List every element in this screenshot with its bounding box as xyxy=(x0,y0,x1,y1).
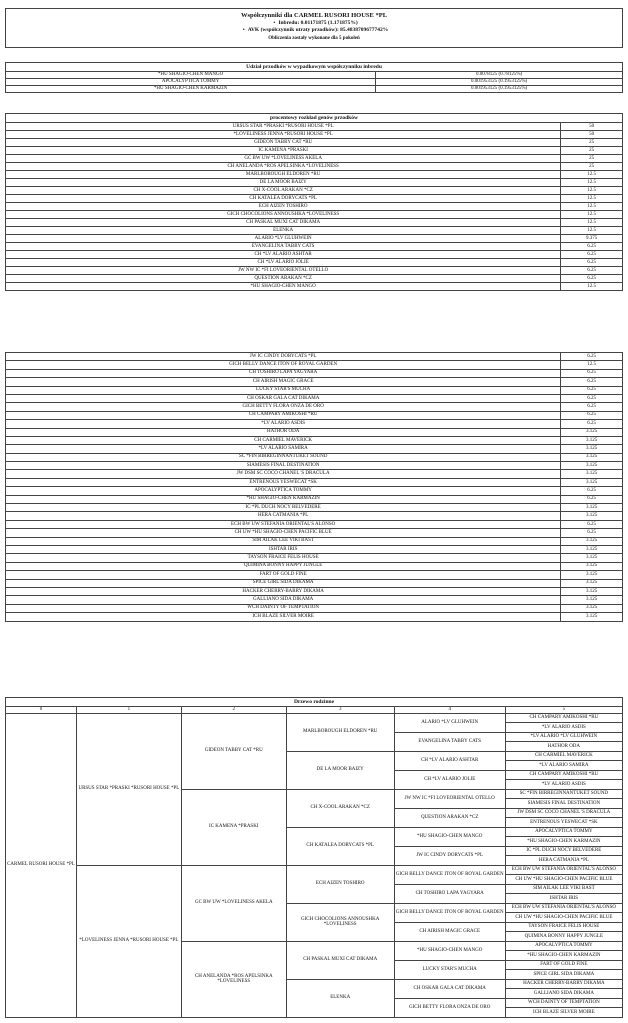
ancestor-name: SIAMESIS FINAL DESTINATION xyxy=(6,462,561,470)
gene-row xyxy=(6,562,623,570)
tree-ancestor-g4: LUCKY STAR'S MUCHA xyxy=(394,960,505,979)
genes-table-1 xyxy=(5,113,623,291)
tree-ancestor-g5: HERA CATMANIA *PL xyxy=(505,856,622,866)
ancestor-name: CH KATALEA DORYCATS *PL xyxy=(6,195,561,203)
gene-row xyxy=(6,369,623,377)
gene-row xyxy=(6,251,623,259)
tree-ancestor-g4: JW NW IC *FI LOVEORIENTAL OTELLO xyxy=(394,789,505,808)
tree-ancestor-g5: CH CARMIEL MAVERICK xyxy=(505,751,622,761)
tree-row xyxy=(6,713,623,723)
gene-row xyxy=(6,378,623,386)
gene-percent: 3.125 xyxy=(561,545,623,553)
ancestor-name: SC *FIN BIRREGINNANTUKET SOUND xyxy=(6,453,561,461)
ancestor-name: GICH BETTY FLORA ONZA DE ORO xyxy=(6,403,561,411)
genes-section-2 xyxy=(5,352,623,622)
gene-percent: 12.5 xyxy=(561,171,623,179)
tree-ancestor-g5: *LV ALARIO SAMIRA xyxy=(505,761,622,771)
inbreeding-value: Inbredu: 0.01171875 (1.171875%) xyxy=(278,20,358,26)
gene-percent: 3.125 xyxy=(561,462,623,470)
tree-ancestor-g5: HACKER CHERRY-BARRY DIKAMA xyxy=(505,979,622,989)
generation-column-header: 1 xyxy=(76,707,181,714)
gene-row xyxy=(6,219,623,227)
gene-percent: 3.125 xyxy=(561,428,623,436)
ancestor-name: GICH CHOCOLIONS ANNOUSHKA *LOVELINESS xyxy=(6,211,561,219)
ancestor-name: ELENKA xyxy=(6,227,561,235)
ancestor-name: HATHOR ODA xyxy=(6,428,561,436)
tree-ancestor-g5: JW DSM SC COCO CHANEL 'S DRACULA xyxy=(505,808,622,818)
generations-note: Obliczenia zostały wykonane dla 5 pokoleń xyxy=(268,36,360,41)
tree-ancestor-g4: ALARIO *LV GLUHWEIN xyxy=(394,713,505,732)
tree-ancestor-g5: ISHTAR IRIS xyxy=(505,894,622,904)
gene-percent: 3.125 xyxy=(561,579,623,587)
gene-percent: 3.125 xyxy=(561,596,623,604)
gene-percent: 3.125 xyxy=(561,453,623,461)
gene-row xyxy=(6,420,623,428)
gene-row xyxy=(6,235,623,243)
tree-ancestor-g4: CH *LV ALARIO JOLIE xyxy=(394,770,505,789)
gene-row xyxy=(6,361,623,369)
ancestor-name: IC *PL DUCH NOCY BELVEDERE xyxy=(6,504,561,512)
gene-row xyxy=(6,579,623,587)
ancestor-name: IC KAMENA *PRASKI xyxy=(6,147,561,155)
gene-row xyxy=(6,267,623,275)
tree-ancestor-g5: *HU SHAGIO-CHEN KARMAZIN xyxy=(505,951,622,961)
gene-row xyxy=(6,529,623,537)
ancestor-name: *LV ALARIO SAMIRA xyxy=(6,445,561,453)
gene-percent: 3.125 xyxy=(561,554,623,562)
ancestor-name: GC BW UW *LOVELINESS AKELA xyxy=(6,155,561,163)
tree-ancestor-g4: CH TOSHIRO LAPA YAGYARA xyxy=(394,884,505,903)
ancestor-name: CH *LV ALARIO JOLIE xyxy=(6,259,561,267)
gene-row xyxy=(6,195,623,203)
ancestor-name: QUIMINA BONNY HAPPY JUNGLE xyxy=(6,562,561,570)
gene-row xyxy=(6,587,623,595)
gene-percent: 6.25 xyxy=(561,420,623,428)
ancestor-name: JW DSM SC COCO CHANEL 'S DRACULA xyxy=(6,470,561,478)
tree-ancestor-g5: ICH BLAZE SILVER MOIRE xyxy=(505,1008,622,1018)
tree-ancestor-g5: FART OF GOLD FINE xyxy=(505,960,622,970)
ancestor-name: *HU SHAGIO-CHEN KARMAZIN xyxy=(6,495,561,503)
inbreeding-item xyxy=(6,19,622,27)
gene-percent: 6.25 xyxy=(561,259,623,267)
gene-row xyxy=(6,537,623,545)
ancestor-row xyxy=(6,72,623,79)
genes-table-title: procentowy rozkład genów przodków xyxy=(6,114,623,123)
gene-row xyxy=(6,613,623,621)
avk-item xyxy=(6,27,622,33)
ancestor-name: CH UW *HU SHAGIO-CHEN PACIFIC BLUE xyxy=(6,529,561,537)
gene-row xyxy=(6,283,623,291)
ancestor-name: CH OSKAR GALA CAT DIKAMA xyxy=(6,394,561,402)
gene-row xyxy=(6,445,623,453)
gene-row xyxy=(6,227,623,235)
gene-percent: 6.25 xyxy=(561,495,623,503)
gene-row xyxy=(6,179,623,187)
ancestor-name: *LOVELINESS JENNA *RUSORI HOUSE *PL xyxy=(6,131,561,139)
gene-percent: 3.125 xyxy=(561,537,623,545)
gene-row xyxy=(6,171,623,179)
gene-row xyxy=(6,203,623,211)
ancestor-name: CH TOSHIRO LAPA YAGYARA xyxy=(6,369,561,377)
gene-row xyxy=(6,545,623,553)
ancestor-name: *HU SHAGIO-CHEN MANGO xyxy=(6,283,561,291)
ancestor-name: ECH BW UW STEFANIA ORIENTAL'S ALONSO xyxy=(6,520,561,528)
tree-ancestor-g5: SIAMESIS FINAL DESTINATION xyxy=(505,799,622,809)
gene-percent: 12.5 xyxy=(561,361,623,369)
tree-ancestor-g5: *LV ALARIO ASDIS xyxy=(505,780,622,790)
tree-ancestor-g4: CH AIRISH MAGIC GRACE xyxy=(394,922,505,941)
ancestor-contribution: 0.001953125 (0.1953125%) xyxy=(376,79,623,86)
ancestor-name: ISHTAR IRIS xyxy=(6,545,561,553)
gene-row xyxy=(6,147,623,155)
gene-percent: 12.5 xyxy=(561,211,623,219)
ancestor-row xyxy=(6,86,623,93)
ancestor-name: CH AIRISH MAGIC GRACE xyxy=(6,378,561,386)
tree-ancestor-g5: *LV ALARIO ASDIS xyxy=(505,723,622,733)
ancestor-name: *HU SHAGIO-CHEN KARMAZIN xyxy=(6,86,376,93)
gene-percent: 6.25 xyxy=(561,378,623,386)
gene-percent: 6.25 xyxy=(561,369,623,377)
coefficients-header xyxy=(5,8,623,48)
gene-percent: 25 xyxy=(561,155,623,163)
ancestor-name: ALARIO *LV GLUHWEIN xyxy=(6,235,561,243)
ancestor-name: CH CARMIEL MAVERICK xyxy=(6,436,561,444)
tree-ancestor-g4: JW IC CINDY DORYCATS *PL xyxy=(394,846,505,865)
ancestor-name: HACKER CHERRY-BARRY DIKAMA xyxy=(6,587,561,595)
genes-table-2-body xyxy=(6,353,623,622)
avk-value: AVK (współczynnik utraty przodków): 85.4838709677742% xyxy=(247,27,389,33)
gene-row xyxy=(6,504,623,512)
generation-column-header: 2 xyxy=(181,707,286,714)
ancestor-name: CH X-COOL ARAKAN *CZ xyxy=(6,187,561,195)
gene-percent: 50 xyxy=(561,123,623,131)
gene-percent: 12.5 xyxy=(561,203,623,211)
ancestor-name: WCH DAINTY OF TEMPTATION xyxy=(6,604,561,612)
family-tree-table xyxy=(5,697,623,1018)
ancestor-name: QUESTION ARAKAN *CZ xyxy=(6,275,561,283)
gene-percent: 6.25 xyxy=(561,529,623,537)
tree-great-grandparent: CH PASKAL MUXI CAT DIKAMA xyxy=(286,941,394,979)
generation-column-header: 3 xyxy=(286,707,394,714)
gene-percent: 6.25 xyxy=(561,394,623,402)
tree-ancestor-g5: SC *FIN BIRREGINNANTUKET SOUND xyxy=(505,789,622,799)
gene-row xyxy=(6,512,623,520)
gene-percent: 3.125 xyxy=(561,470,623,478)
gene-percent: 25 xyxy=(561,163,623,171)
ancestor-name: GIDEON TABBY CAT *RU xyxy=(6,139,561,147)
gene-percent: 9.375 xyxy=(561,235,623,243)
tree-ancestor-g4: EVANGELINA TABBY CATS xyxy=(394,732,505,751)
gene-row xyxy=(6,487,623,495)
tree-ancestor-g5: ENTRENOUS YESWECAT *SK xyxy=(505,818,622,828)
ancestor-name: ECH AIZEN TOSHIRO xyxy=(6,203,561,211)
gene-row xyxy=(6,259,623,267)
gene-percent: 3.125 xyxy=(561,571,623,579)
ancestor-name: JW NW IC *FI LOVEORIENTAL OTELLO xyxy=(6,267,561,275)
tree-parent: *LOVELINESS JENNA *RUSORI HOUSE *PL xyxy=(76,865,181,1017)
generation-column-header: 4 xyxy=(394,707,505,714)
gene-percent: 12.5 xyxy=(561,179,623,187)
tree-ancestor-g5: SIM AILAK LEE VIKI BAST xyxy=(505,884,622,894)
gene-percent: 3.125 xyxy=(561,504,623,512)
genes-section-1 xyxy=(5,113,623,291)
tree-ancestor-g4: QUESTION ARAKAN *CZ xyxy=(394,808,505,827)
ancestor-name: SIM AILAK LEE VIKI BAST xyxy=(6,537,561,545)
tree-ancestor-g5: IC *PL DUCH NOCY BELVEDERE xyxy=(505,846,622,856)
gene-percent: 6.25 xyxy=(561,487,623,495)
gene-percent: 3.125 xyxy=(561,512,623,520)
gene-percent: 25 xyxy=(561,139,623,147)
gene-percent: 3.125 xyxy=(561,562,623,570)
ancestor-name: *LV ALARIO ASDIS xyxy=(6,420,561,428)
genes-table-1-body xyxy=(6,123,623,291)
gene-percent: 12.5 xyxy=(561,187,623,195)
gene-row xyxy=(6,520,623,528)
family-tree-title: Drzewo rodzinne xyxy=(6,698,623,707)
tree-ancestor-g4: GICH BELLY DANCE ITON OF ROYAL GARDEN xyxy=(394,865,505,884)
coefficients-box xyxy=(5,8,623,48)
gene-percent: 25 xyxy=(561,147,623,155)
tree-ancestor-g4: GICH BELLY DANCE ITON OF ROYAL GARDEN xyxy=(394,903,505,922)
gene-row xyxy=(6,403,623,411)
gene-row xyxy=(6,243,623,251)
gene-row xyxy=(6,478,623,486)
gene-percent: 6.25 xyxy=(561,403,623,411)
tree-grandparent: GIDEON TABBY CAT *RU xyxy=(181,713,286,789)
tree-ancestor-g5: *HU SHAGIO-CHEN KARMAZIN xyxy=(505,837,622,847)
ancestors-table-title: Udział przodków w wypadkowym współczynniku inbredu xyxy=(6,63,623,72)
gene-percent: 6.25 xyxy=(561,353,623,361)
ancestor-row xyxy=(6,79,623,86)
tree-ancestor-g4: CH *LV ALARIO ASHTAR xyxy=(394,751,505,770)
gene-percent: 6.25 xyxy=(561,520,623,528)
tree-ancestor-g5: TAYSON FRAICE FELIS HOUSE xyxy=(505,922,622,932)
gene-row xyxy=(6,470,623,478)
ancestor-name: APOCALYPTICA TOMMY xyxy=(6,79,376,86)
tree-great-grandparent: CH X-COOL ARAKAN *CZ xyxy=(286,789,394,827)
tree-grandparent: GC BW UW *LOVELINESS AKELA xyxy=(181,865,286,941)
tree-ancestor-g5: WCH DAINTY OF TEMPTATION xyxy=(505,998,622,1008)
gene-row xyxy=(6,411,623,419)
tree-grandparent: CH ANELANDA *ROS APELSINKA *LOVELINESS xyxy=(181,941,286,1017)
tree-ancestor-g5: HATHOR ODA xyxy=(505,742,622,752)
tree-ancestor-g5: CH CAMPARY AMIKOSHI *RU xyxy=(505,770,622,780)
tree-great-grandparent: ELENKA xyxy=(286,979,394,1017)
gene-row xyxy=(6,436,623,444)
tree-great-grandparent: DE LA MOOR BAIZY xyxy=(286,751,394,789)
ancestor-name: DE LA MOOR BAIZY xyxy=(6,179,561,187)
tree-ancestor-g5: CH UW *HU SHAGIO-CHEN PACIFIC BLUE xyxy=(505,875,622,885)
generation-column-header: 0 xyxy=(6,707,77,714)
gene-row xyxy=(6,596,623,604)
gene-row xyxy=(6,453,623,461)
ancestor-name: EVANGELINA TABBY CATS xyxy=(6,243,561,251)
tree-ancestor-g5: *LV ALARIO *LV GLUHWEIN xyxy=(505,732,622,742)
ancestor-name: ENTRENOUS YESWECAT *SK xyxy=(6,478,561,486)
gene-percent: 12.5 xyxy=(561,195,623,203)
ancestor-name: CH ANELANDA *ROS APELSINKA *LOVELINESS xyxy=(6,163,561,171)
gene-row xyxy=(6,187,623,195)
tree-ancestor-g5: APOCALYPTICA TOMMY xyxy=(505,827,622,837)
ancestor-name: *HU SHAGIO-CHEN MANGO xyxy=(6,72,376,79)
tree-great-grandparent: CH KATALEA DORYCATS *PL xyxy=(286,827,394,865)
gene-percent: 50 xyxy=(561,131,623,139)
genes-table-2 xyxy=(5,352,623,622)
page-title: Współczynniki dla CARMEL RUSORI HOUSE *PL xyxy=(240,12,388,19)
gene-row xyxy=(6,353,623,361)
gene-row xyxy=(6,163,623,171)
ancestor-name: FART OF GOLD FINE xyxy=(6,571,561,579)
gene-percent: 6.25 xyxy=(561,275,623,283)
ancestor-name: URSUS STAR *PRASKI *RUSORI HOUSE *PL xyxy=(6,123,561,131)
tree-parent: URSUS STAR *PRASKI *RUSORI HOUSE *PL xyxy=(76,713,181,865)
gene-row xyxy=(6,604,623,612)
ancestor-contribution: 0.001953125 (0.1953125%) xyxy=(376,86,623,93)
tree-ancestor-g5: QUIMINA BONNY HAPPY JUNGLE xyxy=(505,932,622,942)
gene-row xyxy=(6,462,623,470)
ancestor-name: APOCALYPTICA TOMMY xyxy=(6,487,561,495)
tree-ancestor-g4: *HU SHAGIO-CHEN MANGO xyxy=(394,827,505,846)
gene-percent: 6.25 xyxy=(561,411,623,419)
ancestor-name: CH PASKAL MUXI CAT DIKAMA xyxy=(6,219,561,227)
ancestor-name: GALLIANO SIDA DIKAMA xyxy=(6,596,561,604)
gene-percent: 3.125 xyxy=(561,587,623,595)
gene-percent: 3.125 xyxy=(561,445,623,453)
family-tree-body xyxy=(6,713,623,1017)
gene-row xyxy=(6,211,623,219)
family-tree-section xyxy=(5,697,623,1018)
tree-ancestor-g5: GALLIANO SIDA DIKAMA xyxy=(505,989,622,999)
gene-percent: 6.25 xyxy=(561,386,623,394)
tree-ancestor-g4: CH OSKAR GALA CAT DIKAMA xyxy=(394,979,505,998)
ancestors-section xyxy=(5,62,623,93)
ancestor-name: CH CAMPARY AMIKOSHI *RU xyxy=(6,411,561,419)
gene-row xyxy=(6,571,623,579)
tree-row xyxy=(6,865,623,875)
gene-row xyxy=(6,139,623,147)
bullet-icon: • xyxy=(273,20,276,26)
tree-ancestor-g5: ECH BW UW STEFANIA ORIENTAL'S ALONSO xyxy=(505,865,622,875)
gene-percent: 12.5 xyxy=(561,283,623,291)
bullet-icon: • xyxy=(242,27,245,33)
gene-percent: 3.125 xyxy=(561,436,623,444)
tree-ancestor-g5: SPICE GIRL SIDA DIKAMA xyxy=(505,970,622,980)
gene-row xyxy=(6,155,623,163)
gene-row xyxy=(6,495,623,503)
tree-great-grandparent: GICH CHOCOLIONS ANNOUSHKA *LOVELINESS xyxy=(286,903,394,941)
tree-great-grandparent: ECH AIZEN TOSHIRO xyxy=(286,865,394,903)
tree-ancestor-g5: CH CAMPARY AMIKOSHI *RU xyxy=(505,713,622,723)
gene-row xyxy=(6,275,623,283)
ancestor-name: LUCKY STAR'S MUCHA xyxy=(6,386,561,394)
gene-row xyxy=(6,554,623,562)
gene-row xyxy=(6,123,623,131)
gene-percent: 6.25 xyxy=(561,267,623,275)
ancestors-table xyxy=(5,62,623,93)
gene-percent: 3.125 xyxy=(561,604,623,612)
gene-row xyxy=(6,394,623,402)
ancestor-name: CH *LV ALARIO ASHTAR xyxy=(6,251,561,259)
tree-grandparent: IC KAMENA *PRASKI xyxy=(181,789,286,865)
tree-great-grandparent: MARLBOROUGH ELDOREN *RU xyxy=(286,713,394,751)
tree-subject: CARMEL RUSORI HOUSE *PL xyxy=(6,713,77,1017)
ancestor-name: GICH BELLY DANCE ITON OF ROYAL GARDEN xyxy=(6,361,561,369)
ancestor-name: HERA CATMANIA *PL xyxy=(6,512,561,520)
ancestor-name: ICH BLAZE SILVER MOIRE xyxy=(6,613,561,621)
gene-percent: 3.125 xyxy=(561,478,623,486)
gene-percent: 12.5 xyxy=(561,219,623,227)
ancestors-table-body xyxy=(6,72,623,93)
gene-row xyxy=(6,428,623,436)
gene-row xyxy=(6,386,623,394)
gene-percent: 3.125 xyxy=(561,613,623,621)
ancestor-name: TAYSON FRAICE FELIS HOUSE xyxy=(6,554,561,562)
gene-percent: 6.25 xyxy=(561,243,623,251)
tree-ancestor-g5: APOCALYPTICA TOMMY xyxy=(505,941,622,951)
tree-ancestor-g5: ECH BW UW STEFANIA ORIENTAL'S ALONSO xyxy=(505,903,622,913)
tree-ancestor-g4: *HU SHAGIO-CHEN MANGO xyxy=(394,941,505,960)
gene-row xyxy=(6,131,623,139)
ancestor-name: SPICE GIRL SIDA DIKAMA xyxy=(6,579,561,587)
generation-column-header: 5 xyxy=(505,707,622,714)
gene-percent: 12.5 xyxy=(561,227,623,235)
ancestor-contribution: 0.0078125 (0.78125%) xyxy=(376,72,623,79)
tree-ancestor-g4: GICH BETTY FLORA ONZA DE ORO xyxy=(394,998,505,1017)
tree-ancestor-g5: CH UW *HU SHAGIO-CHEN PACIFIC BLUE xyxy=(505,913,622,923)
ancestor-name: JW IC CINDY DORYCATS *PL xyxy=(6,353,561,361)
ancestor-name: MARLBOROUGH ELDOREN *RU xyxy=(6,171,561,179)
gene-percent: 6.25 xyxy=(561,251,623,259)
